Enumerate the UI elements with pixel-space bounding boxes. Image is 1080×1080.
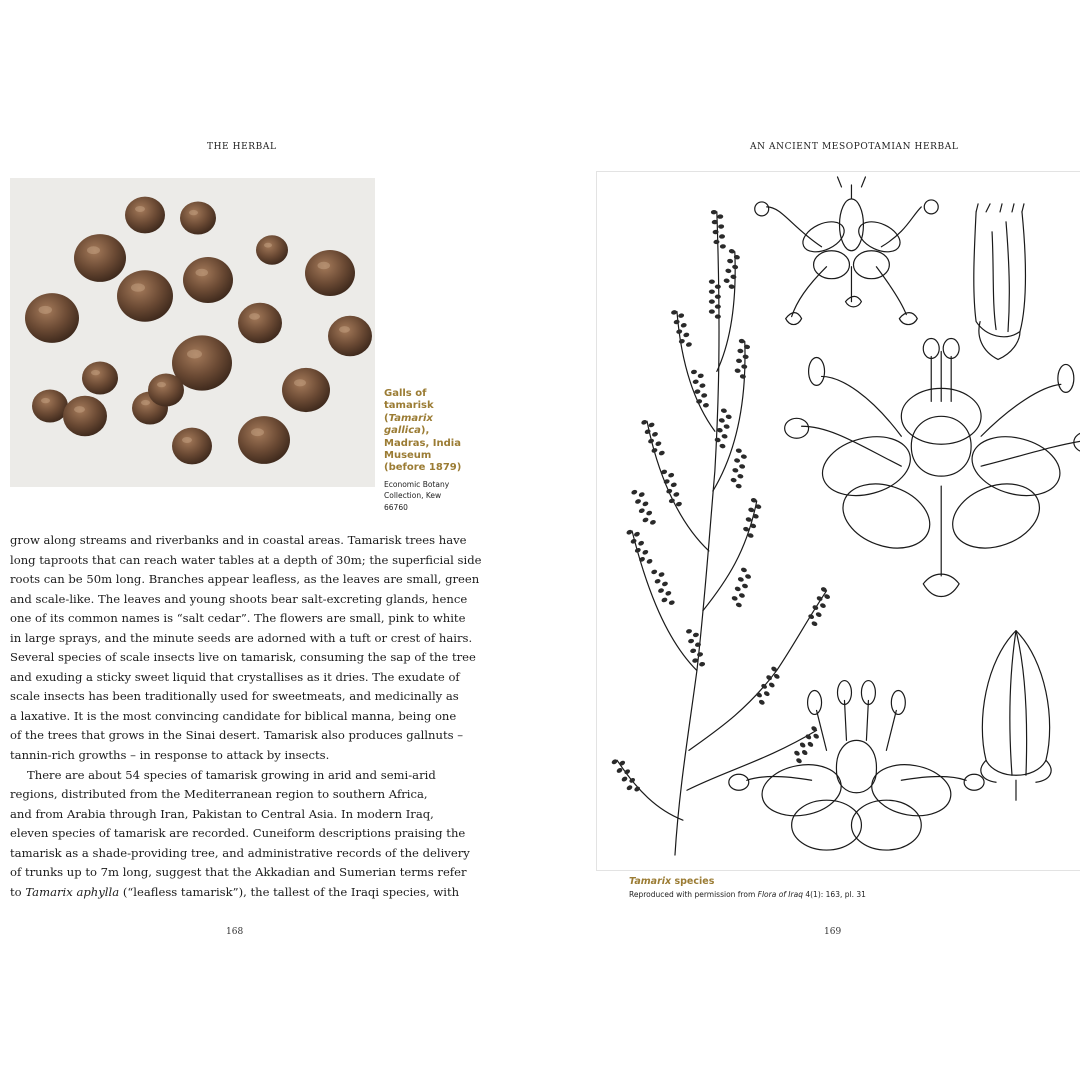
illustration-caption: [629, 876, 1069, 901]
body-line: tamarisk as a shade-providing tree, and administrative records of the delivery: [10, 845, 470, 860]
page-number-left: 168: [226, 927, 244, 937]
body-line: in large sprays, and the minute seeds are adorned with a tuft or crest of hairs.: [10, 630, 473, 645]
body-text: [10, 531, 482, 902]
body-line: one of its common names is “salt cedar”. The flowers are small, pink to white: [10, 611, 466, 626]
flower-spikes: [611, 210, 831, 793]
photo-caption-credit: Economic Botany Collection, Kew 66760: [384, 479, 450, 512]
bottom-flower: [729, 681, 984, 851]
body-line: of the trees that grows in the Sinai desert. Tamarisk also produces gallnuts –: [10, 728, 464, 743]
top-flower: [755, 177, 938, 325]
illustration-caption-credit: Reproduced with permission from Flora of Iraq 4(1): 163, pl. 31: [629, 890, 866, 899]
galls-photo-image: [10, 178, 375, 487]
photo-caption-title: Galls of tamarisk (Tamarix gallica), Madras, India Museum (before 1879): [384, 388, 462, 474]
body-line: of trunks up to 7m long, suggest that the Akkadian and Sumerian terms refer: [10, 865, 467, 880]
body-line: Several species of scale insects live on tamarisk, consuming the sap of the tree: [10, 650, 476, 665]
body-line: and exuding a sticky sweet liquid that crystallises as it dries. The exudate of: [10, 669, 460, 684]
illustration-caption-title: Tamarix species: [629, 876, 715, 887]
body-line: grow along streams and riverbanks and in coastal areas. Tamarisk trees have: [10, 533, 467, 547]
body-line: and scale-like. The leaves and young shoots bear salt-excreting glands, hence: [10, 591, 468, 606]
large-flower: [785, 339, 1080, 597]
body-line: long taproots that can reach water tables at a depth of 30m; the superficial side: [10, 552, 482, 567]
body-line: and from Arabia through Iran, Pakistan to Central Asia. In modern Iraq,: [10, 806, 434, 821]
galls-photo: [10, 178, 375, 487]
photo-caption: [384, 388, 466, 513]
running-head-left: THE HERBAL: [207, 142, 277, 152]
body-line: roots can be 50m long. Branches appear leafless, as the leaves are small, green: [10, 572, 480, 587]
body-line: There are about 54 species of tamarisk growing in arid and semi-arid: [27, 767, 436, 782]
body-line: tannin-rich growths – in response to attack by insects.: [10, 748, 330, 763]
tamarix-illustration: [596, 171, 1080, 871]
running-head-right: AN ANCIENT MESOPOTAMIAN HERBAL: [750, 142, 959, 152]
tamarix-drawing: [597, 172, 1080, 870]
body-line: a laxative. It is the most convincing candidate for biblical manna, being one: [10, 708, 457, 723]
page-number-right: 169: [824, 927, 842, 937]
fruit: [981, 631, 1051, 801]
body-line: eleven species of tamarisk are recorded. Cuneiform descriptions praising the: [10, 826, 466, 841]
body-line: regions, distributed from the Mediterranean region to southern Africa,: [10, 787, 428, 802]
body-line: scale insects has been traditionally used for sweetmeats, and medicinally as: [10, 689, 459, 704]
body-line: to Tamarix aphylla (“leafless tamarisk”), the tallest of the Iraqi species, with: [10, 884, 460, 899]
bract: [974, 204, 1026, 360]
